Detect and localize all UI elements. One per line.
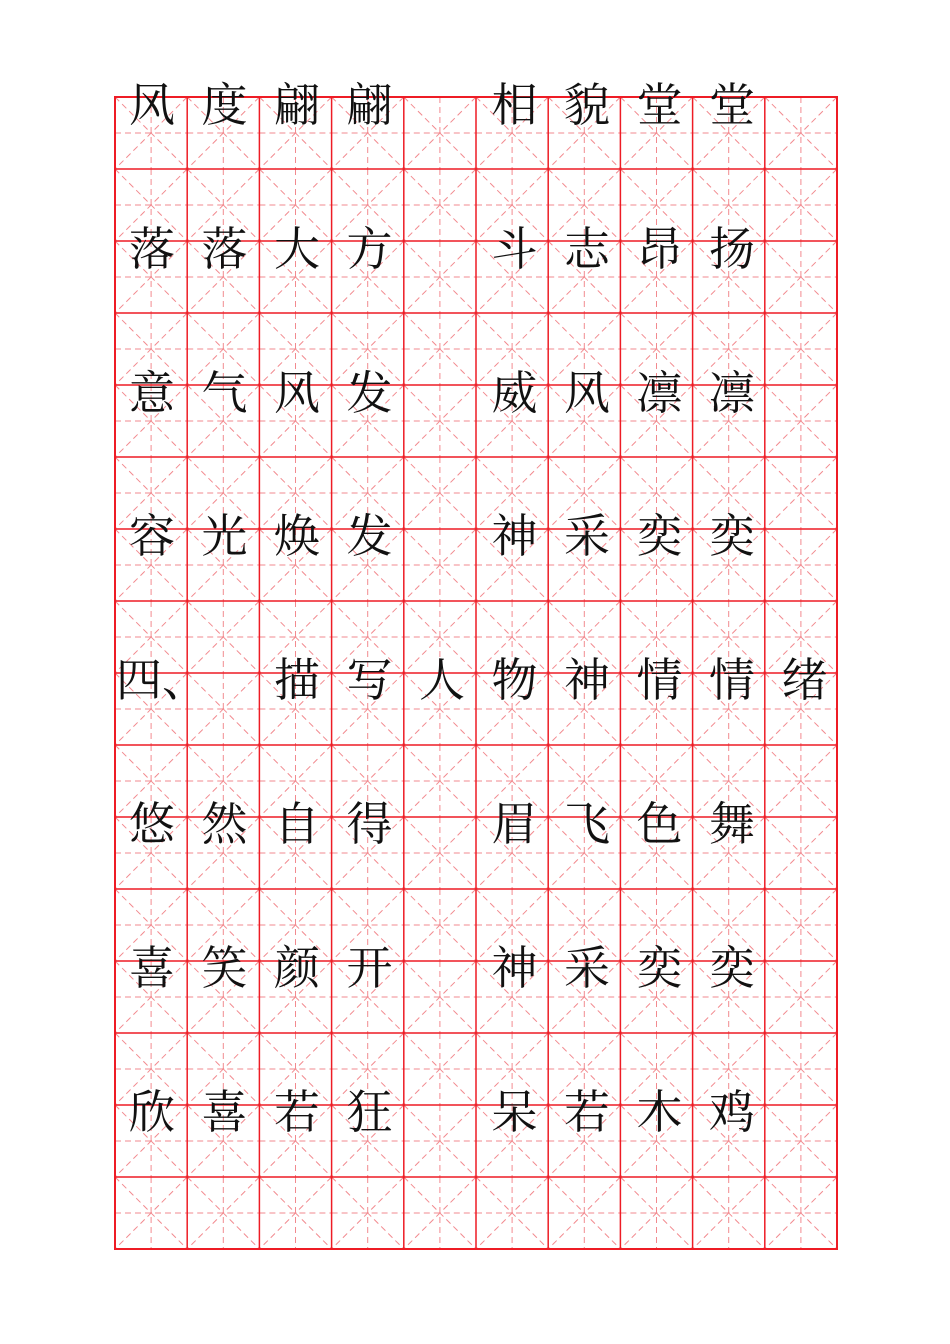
practice-character: 昂 bbox=[636, 221, 683, 276]
practice-character: 方 bbox=[346, 221, 393, 276]
practice-character: 得 bbox=[346, 797, 393, 851]
practice-character: 自 bbox=[274, 797, 320, 851]
practice-character: 欣 bbox=[129, 1084, 175, 1139]
practice-character: 落 bbox=[201, 221, 248, 276]
practice-character: 容 bbox=[129, 509, 175, 564]
practice-character: 描 bbox=[274, 653, 320, 708]
practice-character: 喜 bbox=[129, 940, 175, 995]
practice-character: 光 bbox=[201, 509, 248, 564]
practice-character: 扬 bbox=[709, 221, 755, 276]
practice-character: 然 bbox=[201, 797, 248, 851]
practice-character: 志 bbox=[564, 221, 610, 276]
practice-character: 鸡 bbox=[709, 1084, 755, 1139]
practice-character: 凛 bbox=[636, 365, 683, 420]
practice-character: 神 bbox=[491, 940, 538, 995]
practice-character: 木 bbox=[636, 1084, 683, 1139]
practice-character: 采 bbox=[564, 940, 610, 995]
practice-character: 斗 bbox=[491, 221, 538, 276]
practice-character: 呆 bbox=[491, 1084, 538, 1139]
practice-character: 采 bbox=[564, 509, 610, 564]
practice-character: 若 bbox=[564, 1084, 610, 1139]
practice-character: 若 bbox=[274, 1084, 320, 1139]
practice-character: 堂 bbox=[709, 78, 755, 132]
practice-character: 风 bbox=[129, 78, 175, 132]
practice-character: 发 bbox=[346, 365, 393, 420]
practice-character: 眉 bbox=[491, 797, 538, 851]
practice-character: 神 bbox=[491, 509, 538, 564]
practice-character: 色 bbox=[636, 797, 683, 851]
practice-character: 奕 bbox=[636, 509, 683, 564]
practice-character: 相 bbox=[491, 78, 538, 132]
practice-character: 舞 bbox=[709, 797, 755, 851]
practice-character: 写 bbox=[346, 653, 393, 708]
practice-character: 绪 bbox=[781, 653, 828, 708]
practice-character: 翩 bbox=[274, 78, 320, 132]
practice-character: 风 bbox=[564, 365, 610, 420]
practice-character: 情 bbox=[636, 653, 683, 708]
practice-character: 奕 bbox=[636, 940, 683, 995]
practice-character: 颜 bbox=[274, 940, 320, 995]
practice-character: 焕 bbox=[274, 509, 320, 564]
practice-character: 开 bbox=[346, 940, 393, 995]
practice-character: 大 bbox=[274, 221, 320, 276]
practice-character: 凛 bbox=[709, 365, 755, 420]
practice-character: 四、 bbox=[116, 653, 208, 708]
practice-character: 风 bbox=[274, 365, 320, 420]
practice-character: 貌 bbox=[564, 78, 610, 132]
practice-character: 发 bbox=[346, 509, 393, 564]
practice-character: 翩 bbox=[346, 78, 393, 132]
practice-character: 度 bbox=[201, 78, 248, 132]
practice-character: 奕 bbox=[709, 940, 755, 995]
practice-character: 笑 bbox=[201, 940, 248, 995]
practice-character: 物 bbox=[491, 653, 538, 708]
practice-character: 飞 bbox=[564, 797, 610, 851]
practice-character: 狂 bbox=[346, 1084, 393, 1139]
practice-character: 气 bbox=[201, 365, 248, 420]
practice-character: 堂 bbox=[636, 78, 683, 132]
practice-character: 意 bbox=[129, 365, 175, 420]
practice-character: 情 bbox=[709, 653, 755, 708]
practice-character: 悠 bbox=[129, 797, 175, 851]
practice-character: 威 bbox=[491, 365, 538, 420]
practice-character: 奕 bbox=[709, 509, 755, 564]
practice-character: 神 bbox=[564, 653, 610, 708]
practice-character: 落 bbox=[129, 221, 175, 276]
practice-character: 喜 bbox=[201, 1084, 248, 1139]
practice-character: 人 bbox=[419, 653, 465, 708]
